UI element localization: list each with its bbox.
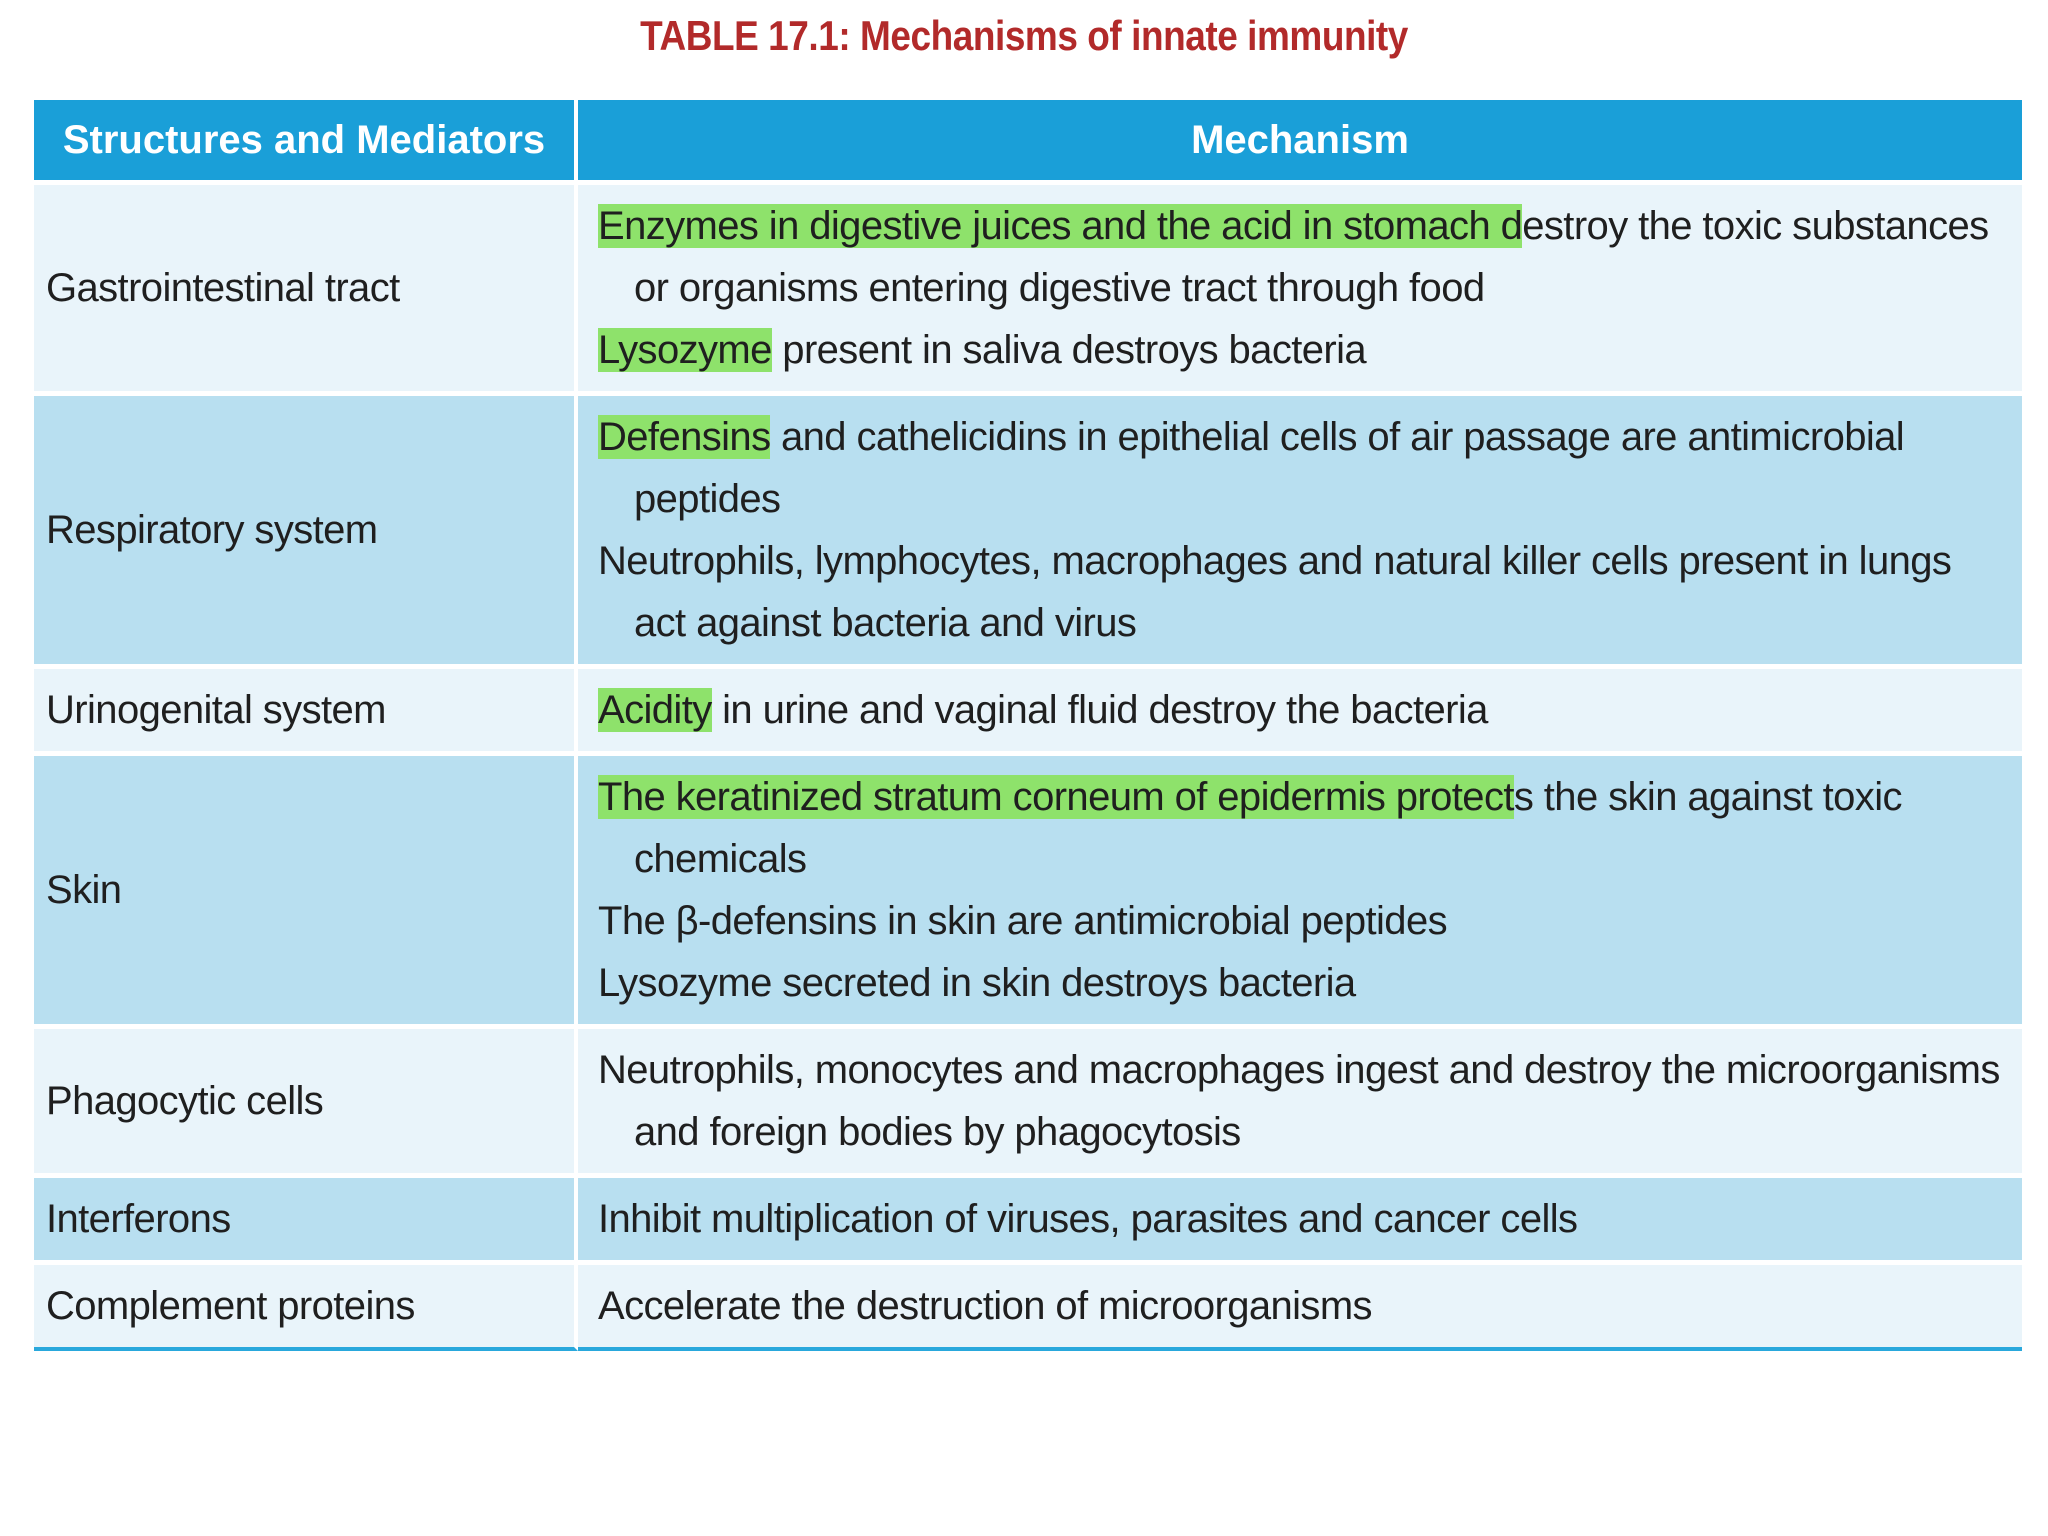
highlighted-text: Lysozyme (598, 328, 772, 372)
mechanism-text: Neutrophils, lymphocytes, macrophages and natural killer cells present in lungs act against bacteria and virus (598, 539, 1952, 645)
structure-name-cell: Gastrointestinal tract (34, 185, 578, 396)
structure-name-cell: Urinogenital system (34, 669, 578, 756)
mechanism-text: present in saliva destroys bacteria (771, 328, 1367, 372)
mechanism-line (598, 952, 2002, 1014)
structure-name-cell: Skin (34, 756, 578, 1029)
mechanism-line (598, 890, 2002, 952)
mechanism-text: Lysozyme secreted in skin destroys bacteria (598, 961, 1356, 1005)
mechanism-line (598, 319, 2002, 381)
mechanism-cell (578, 1029, 2022, 1178)
mechanism-cell (578, 1265, 2022, 1351)
table-body (34, 185, 2022, 1351)
mechanism-line (598, 1275, 2002, 1337)
mechanism-text: The β-defensins in skin are antimicrobial peptides (598, 899, 1448, 943)
mechanism-cell (578, 756, 2022, 1029)
highlighted-text: Acidity (598, 688, 712, 732)
table-row (34, 1178, 2022, 1265)
mechanism-cell (578, 669, 2022, 756)
highlighted-text: Defensins (598, 415, 771, 459)
column-header-mechanism: Mechanism (578, 100, 2022, 185)
mechanism-line (598, 1039, 2002, 1163)
mechanism-line (598, 530, 2002, 654)
table-row (34, 396, 2022, 669)
table-row (34, 669, 2022, 756)
mechanism-cell (578, 1178, 2022, 1265)
mechanism-text: Neutrophils, monocytes and macrophages ingest and destroy the microorganisms and foreign bodies by phagocytosis (598, 1048, 2000, 1154)
structure-name-cell: Interferons (34, 1178, 578, 1265)
mechanisms-table (34, 100, 2022, 1351)
mechanism-text: Inhibit multiplication of viruses, parasites and cancer cells (598, 1197, 1578, 1241)
highlighted-text: The keratinized stratum corneum of epidermis protect (598, 775, 1514, 819)
mechanism-text: Accelerate the destruction of microorganisms (598, 1284, 1372, 1328)
mechanism-cell (578, 396, 2022, 669)
table-row (34, 1265, 2022, 1351)
column-header-structures: Structures and Mediators (34, 100, 578, 185)
page-title: TABLE 17.1: Mechanisms of innate immunity (640, 12, 1408, 59)
mechanism-line (598, 1188, 2002, 1250)
table-header (34, 100, 2022, 185)
mechanism-line (598, 766, 2002, 890)
mechanism-line (598, 195, 2002, 319)
table-row (34, 1029, 2022, 1178)
mechanism-line (598, 406, 2002, 530)
mechanism-text: and cathelicidins in epithelial cells of air passage are antimicrobial peptides (634, 415, 1905, 521)
mechanism-line (598, 679, 2002, 741)
mechanism-text: estroy the toxic substances or organisms entering digestive tract through food (634, 204, 1989, 310)
table-row (34, 756, 2022, 1029)
structure-name-cell: Complement proteins (34, 1265, 578, 1351)
structure-name-cell: Respiratory system (34, 396, 578, 669)
mechanism-text: in urine and vaginal fluid destroy the bacteria (711, 688, 1488, 732)
mechanism-text: s the skin against toxic chemicals (634, 775, 1902, 881)
structure-name-cell: Phagocytic cells (34, 1029, 578, 1178)
highlighted-text: Enzymes in digestive juices and the acid in stomach d (598, 204, 1523, 248)
table-row (34, 185, 2022, 396)
mechanism-cell (578, 185, 2022, 396)
header-row (34, 100, 2022, 185)
